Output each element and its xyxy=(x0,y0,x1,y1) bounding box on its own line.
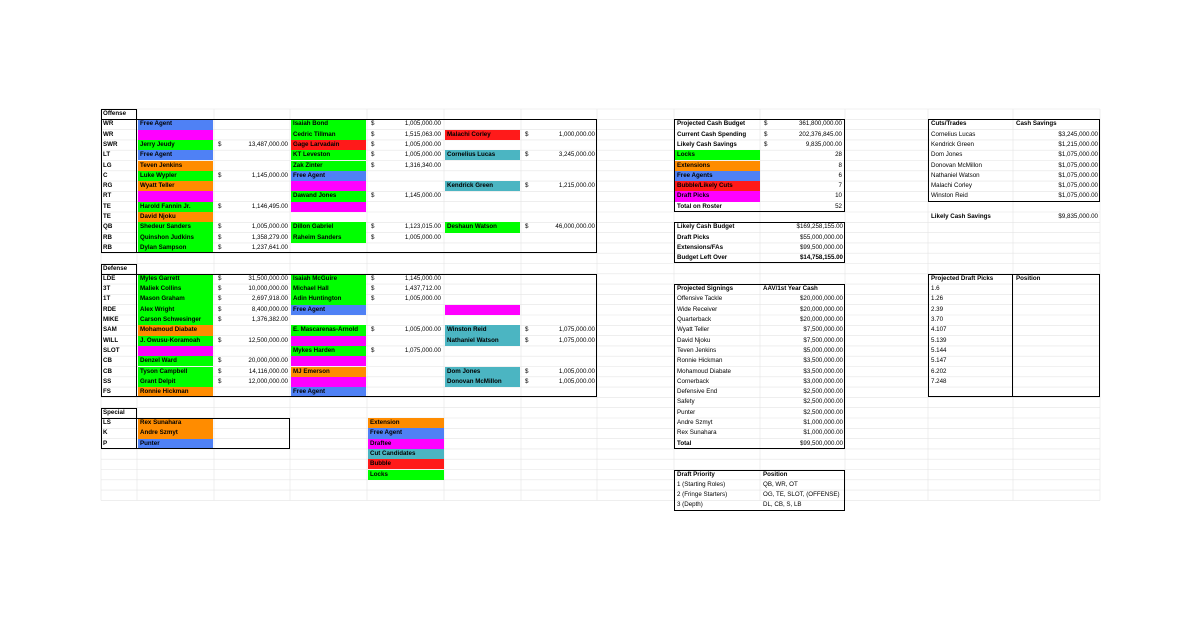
budget-label[interactable]: Projected Cash Budget xyxy=(677,120,746,128)
player-name-cell[interactable]: Dawand Jones xyxy=(291,191,366,201)
position-label[interactable]: WR xyxy=(103,120,114,128)
signing-label[interactable]: Teven Jenkins xyxy=(677,346,717,354)
picks-divider xyxy=(928,274,1013,398)
player-name-cell[interactable]: Kendrick Green xyxy=(445,181,520,191)
salary-cell[interactable]: 1,075,000.00 xyxy=(558,326,595,334)
cut-player[interactable]: Cornelius Lucas xyxy=(931,130,976,138)
player-name-cell[interactable]: Myles Garrett xyxy=(138,274,213,284)
offense-position-border xyxy=(101,109,137,253)
player-name-cell[interactable]: Mohamoud Diabate xyxy=(138,325,213,335)
signing-value[interactable]: $2,500,000.00 xyxy=(803,388,843,396)
budget-value[interactable]: 361,800,000.00 xyxy=(798,120,842,128)
draft-priority-border xyxy=(674,470,845,511)
salary-cell[interactable]: 1,145,000.00 xyxy=(404,274,441,282)
picks-header[interactable]: Projected Draft Picks xyxy=(931,274,994,282)
salary-cell[interactable]: 3,245,000.00 xyxy=(558,151,595,159)
draft-pick[interactable]: 7.248 xyxy=(931,377,947,385)
likely-budget-value[interactable]: $99,500,000.00 xyxy=(799,243,843,251)
budget-label[interactable]: Locks xyxy=(675,150,760,160)
player-name-cell[interactable]: Teven Jenkins xyxy=(138,161,213,171)
dollar-sign[interactable]: $ xyxy=(218,243,222,251)
player-name-cell[interactable]: Maliek Collins xyxy=(138,284,213,294)
dollar-sign[interactable]: $ xyxy=(525,182,529,190)
cut-savings[interactable]: $1,075,000.00 xyxy=(1058,182,1098,190)
signing-value[interactable]: $20,000,000.00 xyxy=(799,295,843,303)
likely-savings-value[interactable]: $9,835,000.00 xyxy=(1058,213,1098,220)
draft-priority-tier[interactable]: 3 (Depth) xyxy=(677,501,703,509)
budget-label[interactable]: Draft Picks xyxy=(675,191,760,201)
salary-cell[interactable]: 1,316,340.00 xyxy=(404,161,441,169)
player-name-cell[interactable]: Dylan Sampson xyxy=(138,243,213,253)
player-name-cell[interactable]: Malachi Corley xyxy=(445,130,520,140)
dollar-sign[interactable]: $ xyxy=(371,295,375,303)
likely-budget-label[interactable]: Draft Picks xyxy=(677,233,710,241)
signing-value[interactable]: $20,000,000.00 xyxy=(799,316,843,323)
budget-label[interactable]: Free Agents xyxy=(675,171,760,181)
salary-cell[interactable]: 2,697,918.00 xyxy=(251,295,288,303)
likely-budget-value[interactable]: $169,258,155.00 xyxy=(796,223,843,231)
position-label[interactable]: LDE xyxy=(103,274,116,282)
likely-savings-label[interactable]: Likely Cash Savings xyxy=(931,213,991,220)
cuts-table-border xyxy=(928,119,1100,201)
salary-cell[interactable]: 1,005,000.00 xyxy=(251,223,288,231)
position-label[interactable]: 1T xyxy=(103,295,111,303)
position-label[interactable]: SLOT xyxy=(103,346,120,354)
budget-value[interactable]: 6 xyxy=(838,171,842,179)
draft-priority-positions[interactable]: DL, CB, S, LB xyxy=(763,501,802,509)
player-name-cell[interactable]: KT Leveston xyxy=(291,150,366,160)
player-name-cell[interactable]: Mason Graham xyxy=(138,294,213,304)
player-name-cell[interactable]: Deshaun Watson xyxy=(445,222,520,232)
dollar-sign[interactable]: $ xyxy=(218,295,222,303)
cut-savings[interactable]: $3,245,000.00 xyxy=(1058,130,1098,138)
position-label[interactable]: RG xyxy=(103,182,113,190)
dollar-sign[interactable]: $ xyxy=(525,326,529,334)
position-label[interactable]: WR xyxy=(103,130,114,138)
budget-value[interactable]: 7 xyxy=(838,182,842,190)
signing-label[interactable]: Wide Receiver xyxy=(677,305,718,313)
dollar-sign[interactable]: $ xyxy=(371,326,375,334)
defense-section-label[interactable]: Defense xyxy=(103,264,128,272)
salary-cell[interactable]: 1,358,279.00 xyxy=(251,233,288,241)
salary-cell[interactable]: 13,487,000.00 xyxy=(248,140,288,148)
signing-value[interactable]: $2,500,000.00 xyxy=(803,408,843,416)
cuts-header-value[interactable]: Cash Savings xyxy=(1016,120,1057,128)
player-name-cell[interactable]: Adin Huntington xyxy=(291,294,366,304)
salary-cell[interactable]: 1,145,000.00 xyxy=(251,171,288,179)
dollar-sign[interactable]: $ xyxy=(218,305,222,313)
salary-cell[interactable]: 8,400,000.00 xyxy=(251,305,288,313)
player-name-cell[interactable]: David Njoku xyxy=(138,212,213,222)
draft-pick[interactable]: 1.6 xyxy=(931,285,940,293)
position-label[interactable]: RT xyxy=(103,192,112,200)
dollar-sign[interactable]: $ xyxy=(371,274,375,282)
cut-savings[interactable]: $1,075,000.00 xyxy=(1058,161,1098,169)
dollar-sign[interactable]: $ xyxy=(525,336,529,344)
player-name-cell[interactable]: Isaiah Bond xyxy=(291,119,366,129)
player-name-cell[interactable]: Andre Szmyt xyxy=(138,428,213,438)
player-name-cell[interactable]: Donovan McMillon xyxy=(445,377,520,387)
signing-label[interactable]: Wyatt Teller xyxy=(677,326,710,334)
cut-player[interactable]: Donovan McMillon xyxy=(931,161,982,169)
salary-cell[interactable]: 1,145,000.00 xyxy=(404,192,441,200)
player-name-cell[interactable]: E. Mascarenas-Arnold xyxy=(291,325,366,335)
signing-value[interactable]: $5,000,000.00 xyxy=(803,346,843,354)
signings-header-position[interactable]: Projected Signings xyxy=(677,285,734,293)
player-name-cell[interactable]: Dillon Gabriel xyxy=(291,222,366,232)
player-name-cell[interactable]: Carson Schwesinger xyxy=(138,315,213,325)
dollar-sign[interactable]: $ xyxy=(525,151,529,159)
salary-cell[interactable]: 1,005,000.00 xyxy=(404,140,441,148)
signing-value[interactable]: $7,500,000.00 xyxy=(803,336,843,344)
player-name-cell[interactable]: Nathaniel Watson xyxy=(445,336,520,346)
position-label[interactable]: 3T xyxy=(103,285,111,293)
likely-budget-value[interactable]: $14,758,155.00 xyxy=(799,254,843,262)
draft-pick[interactable]: 1.26 xyxy=(931,295,944,303)
budget-value[interactable]: 202,376,845.00 xyxy=(798,130,842,138)
player-name-cell[interactable]: Wyatt Teller xyxy=(138,181,213,191)
player-name-cell[interactable]: J. Owusu-Koramoah xyxy=(138,336,213,346)
signing-label[interactable]: Quarterback xyxy=(677,316,712,323)
likely-budget-label[interactable]: Likely Cash Budget xyxy=(677,223,735,231)
salary-cell[interactable]: 1,075,000.00 xyxy=(558,336,595,344)
special-section-label[interactable]: Special xyxy=(103,408,125,416)
player-name-cell[interactable]: Winston Reid xyxy=(445,325,520,335)
dollar-sign[interactable]: $ xyxy=(218,357,222,365)
draft-priority-positions[interactable]: OG, TE, SLOT, (OFFENSE) xyxy=(763,491,840,499)
signing-label[interactable]: Total xyxy=(677,439,692,447)
special-position-border xyxy=(101,408,137,449)
position-label[interactable]: WILL xyxy=(103,336,119,344)
draft-priority-header[interactable]: Draft Priority xyxy=(677,470,715,478)
budget-dollar[interactable]: $ xyxy=(764,140,768,148)
player-name-cell[interactable]: Zak Zinter xyxy=(291,161,366,171)
player-name-cell[interactable]: Rex Sunahara xyxy=(138,418,213,428)
signing-value[interactable]: $20,000,000.00 xyxy=(799,305,843,313)
budget-label[interactable]: Extensions xyxy=(675,161,760,171)
draft-pick[interactable]: 3.70 xyxy=(931,316,944,323)
dollar-sign[interactable]: $ xyxy=(218,285,222,293)
legend-item[interactable]: Cut Candidates xyxy=(368,449,444,459)
legend-item[interactable]: Locks xyxy=(368,470,444,480)
signing-value[interactable]: $99,500,000.00 xyxy=(799,439,843,447)
budget-value[interactable]: 9,835,000.00 xyxy=(805,140,842,148)
position-label[interactable]: TE xyxy=(103,202,111,210)
position-label[interactable]: SWR xyxy=(103,140,118,148)
player-name-cell[interactable]: Isaiah McGuire xyxy=(291,274,366,284)
dollar-sign[interactable]: $ xyxy=(218,233,222,241)
dollar-sign[interactable]: $ xyxy=(218,336,222,344)
signing-value[interactable]: $3,500,000.00 xyxy=(803,357,843,365)
player-name-cell[interactable]: Punter xyxy=(138,439,213,449)
salary-cell[interactable]: 1,005,000.00 xyxy=(558,377,595,385)
dollar-sign[interactable]: $ xyxy=(371,233,375,241)
budget-value[interactable]: 28 xyxy=(835,151,842,159)
salary-cell[interactable]: 1,005,000.00 xyxy=(404,233,441,241)
budget-label[interactable]: Current Cash Spending xyxy=(677,130,747,138)
position-label[interactable]: SS xyxy=(103,377,112,385)
player-name-cell[interactable]: Free Agent xyxy=(291,171,366,181)
player-name-cell[interactable]: Michael Hall xyxy=(291,284,366,294)
signing-value[interactable]: $7,500,000.00 xyxy=(803,326,843,334)
signing-value[interactable]: $2,500,000.00 xyxy=(803,398,843,406)
position-label[interactable]: LG xyxy=(103,161,112,169)
player-name-cell[interactable]: Mykes Harden xyxy=(291,346,366,356)
draft-priority-tier[interactable]: 2 (Fringe Starters) xyxy=(677,491,728,499)
signing-label[interactable]: Mohamoud Diabate xyxy=(677,367,732,375)
salary-cell[interactable]: 1,146,495.00 xyxy=(251,202,288,210)
salary-cell[interactable]: 1,437,712.00 xyxy=(404,285,441,293)
likely-budget-label[interactable]: Budget Left Over xyxy=(677,254,728,262)
dollar-sign[interactable]: $ xyxy=(218,140,222,148)
draft-pick[interactable]: 5.139 xyxy=(931,336,947,344)
budget-value[interactable]: 10 xyxy=(835,192,842,200)
offense-table-border xyxy=(101,119,597,253)
salary-cell[interactable]: 1,005,000.00 xyxy=(404,151,441,159)
player-name-cell[interactable]: Alex Wright xyxy=(138,305,213,315)
position-label[interactable]: RB xyxy=(103,233,112,241)
cut-savings[interactable]: $1,075,000.00 xyxy=(1058,192,1098,200)
draft-pick[interactable]: 2.39 xyxy=(931,305,944,313)
signing-value[interactable]: $3,500,000.00 xyxy=(803,367,843,375)
position-label[interactable]: RDE xyxy=(103,305,117,313)
budget-dollar[interactable]: $ xyxy=(764,120,768,128)
salary-cell[interactable]: 31,500,000.00 xyxy=(248,274,288,282)
defense-position-border xyxy=(101,264,137,398)
likely-budget-label[interactable]: Extensions/FAs xyxy=(677,243,724,251)
dollar-sign[interactable]: $ xyxy=(525,367,529,375)
player-name-cell[interactable]: Free Agent xyxy=(291,305,366,315)
position-label[interactable]: C xyxy=(103,171,108,179)
position-label[interactable]: LT xyxy=(103,151,111,159)
signing-label[interactable]: Safety xyxy=(677,398,695,406)
salary-cell[interactable]: 12,500,000.00 xyxy=(248,336,288,344)
budget-table-border xyxy=(674,119,845,212)
position-label[interactable]: CB xyxy=(103,357,112,365)
signing-label[interactable]: Cornerback xyxy=(677,377,709,385)
salary-cell[interactable]: 1,237,641.00 xyxy=(251,243,288,251)
draft-pick[interactable]: 6.202 xyxy=(931,367,947,375)
position-label[interactable]: K xyxy=(103,429,108,437)
player-name-cell[interactable]: Dom Jones xyxy=(445,367,520,377)
cut-savings[interactable]: $1,075,000.00 xyxy=(1058,171,1098,179)
salary-cell[interactable]: 14,116,000.00 xyxy=(248,367,288,375)
dollar-sign[interactable]: $ xyxy=(371,151,375,159)
player-name-cell[interactable]: Grant Delpit xyxy=(138,377,213,387)
picks-position-header[interactable]: Position xyxy=(1016,274,1041,282)
salary-cell[interactable]: 1,123,015.00 xyxy=(404,223,441,231)
position-label[interactable]: CB xyxy=(103,367,112,375)
cut-savings[interactable]: $1,075,000.00 xyxy=(1058,151,1098,159)
cut-player[interactable]: Dom Jones xyxy=(931,151,963,159)
dollar-sign[interactable]: $ xyxy=(371,285,375,293)
player-name-cell[interactable]: Gage Larvadain xyxy=(291,140,366,150)
dollar-sign[interactable]: $ xyxy=(218,367,222,375)
salary-cell[interactable]: 1,000,000.00 xyxy=(558,130,595,138)
position-label[interactable]: RB xyxy=(103,243,112,251)
legend-item[interactable]: Extension xyxy=(368,418,444,428)
cut-player[interactable]: Malachi Corley xyxy=(931,182,972,190)
cut-savings[interactable]: $1,215,000.00 xyxy=(1058,140,1098,148)
draft-position-header[interactable]: Position xyxy=(763,470,788,478)
dollar-sign[interactable]: $ xyxy=(218,223,222,231)
salary-cell[interactable]: 1,376,382.00 xyxy=(251,316,288,323)
position-label[interactable]: QB xyxy=(103,223,113,231)
position-label[interactable]: TE xyxy=(103,213,111,220)
player-name-cell[interactable]: MJ Emerson xyxy=(291,367,366,377)
signing-value[interactable]: $1,000,000.00 xyxy=(803,419,843,426)
dollar-sign[interactable]: $ xyxy=(371,161,375,169)
player-name-cell[interactable]: Raheim Sanders xyxy=(291,233,366,243)
player-name-cell[interactable]: Free Agent xyxy=(138,150,213,160)
player-name-cell[interactable]: Harold Fannin Jr. xyxy=(138,202,213,212)
likely-budget-value[interactable]: $55,000,000.00 xyxy=(799,233,843,241)
player-name-cell[interactable]: Shedeur Sanders xyxy=(138,222,213,232)
salary-cell[interactable]: 10,000,000.00 xyxy=(248,285,288,293)
dollar-sign[interactable]: $ xyxy=(371,120,375,128)
position-label[interactable]: MIKE xyxy=(103,316,119,323)
signing-label[interactable]: Andre Szmyt xyxy=(677,419,713,426)
budget-value[interactable]: 8 xyxy=(838,161,842,169)
likely-budget-border xyxy=(674,222,845,263)
salary-cell[interactable]: 12,000,000.00 xyxy=(248,377,288,385)
salary-cell[interactable]: 1,005,000.00 xyxy=(404,326,441,334)
draft-priority-tier[interactable]: 1 (Starting Roles) xyxy=(677,480,726,488)
cuts-header-name[interactable]: Cuts/Trades xyxy=(931,120,967,128)
signing-label[interactable]: Punter xyxy=(677,408,696,416)
salary-cell[interactable]: 1,215,000.00 xyxy=(558,182,595,190)
budget-dollar[interactable]: $ xyxy=(764,130,768,138)
player-name-cell[interactable]: Free Agent xyxy=(291,387,366,397)
cut-player[interactable]: Kendrick Green xyxy=(931,140,974,148)
position-label[interactable]: P xyxy=(103,439,108,447)
dollar-sign[interactable]: $ xyxy=(371,346,375,354)
player-name-cell[interactable]: Jerry Jeudy xyxy=(138,140,213,150)
dollar-sign[interactable]: $ xyxy=(371,140,375,148)
signing-label[interactable]: Offensive Tackle xyxy=(677,295,723,303)
legend-item[interactable]: Bubble xyxy=(368,459,444,469)
dollar-sign[interactable]: $ xyxy=(371,130,375,138)
dollar-sign[interactable]: $ xyxy=(525,223,529,231)
player-name-cell[interactable]: Quinshon Judkins xyxy=(138,233,213,243)
signing-label[interactable]: Rex Sunahara xyxy=(677,429,717,437)
player-name-cell[interactable]: Free Agent xyxy=(138,119,213,129)
player-name-cell[interactable]: Cedric Tillman xyxy=(291,130,366,140)
salary-cell[interactable]: 20,000,000.00 xyxy=(248,357,288,365)
legend-item[interactable]: Draftee xyxy=(368,439,444,449)
signings-header-value[interactable]: AAV/1st Year Cash xyxy=(763,285,818,293)
dollar-sign[interactable]: $ xyxy=(218,274,222,282)
player-name-cell[interactable]: Denzel Ward xyxy=(138,356,213,366)
player-name-cell[interactable]: Cornelius Lucas xyxy=(445,150,520,160)
legend-item[interactable]: Free Agent xyxy=(368,428,444,438)
dollar-sign[interactable]: $ xyxy=(218,171,222,179)
player-name-cell[interactable]: Ronnie Hickman xyxy=(138,387,213,397)
defense-table-border xyxy=(101,274,597,398)
draft-priority-positions[interactable]: QB, WR, OT xyxy=(763,480,798,488)
budget-label[interactable]: Bubble/Likely Cuts xyxy=(675,181,760,191)
salary-cell[interactable]: 46,000,000.00 xyxy=(555,223,595,231)
position-label[interactable]: LS xyxy=(103,419,111,426)
dollar-sign[interactable]: $ xyxy=(218,202,222,210)
player-name-cell[interactable]: Luke Wypler xyxy=(138,171,213,181)
signing-label[interactable]: Ronnie Hickman xyxy=(677,357,723,365)
draft-pick[interactable]: 5.147 xyxy=(931,357,947,365)
draft-pick[interactable]: 5.144 xyxy=(931,346,947,354)
salary-cell[interactable]: 1,005,000.00 xyxy=(404,120,441,128)
signing-value[interactable]: $3,000,000.00 xyxy=(803,377,843,385)
dollar-sign[interactable]: $ xyxy=(218,377,222,385)
dollar-sign[interactable]: $ xyxy=(525,377,529,385)
dollar-sign[interactable]: $ xyxy=(371,223,375,231)
cut-player[interactable]: Winston Reid xyxy=(931,192,968,200)
budget-label[interactable]: Likely Cash Savings xyxy=(677,140,737,148)
offense-section-label[interactable]: Offense xyxy=(103,110,127,117)
budget-label[interactable]: Total on Roster xyxy=(677,202,722,210)
position-label[interactable]: FS xyxy=(103,388,111,396)
position-label[interactable]: SAM xyxy=(103,326,117,334)
signings-table-border xyxy=(674,284,845,449)
dollar-sign[interactable]: $ xyxy=(218,316,222,323)
dollar-sign[interactable]: $ xyxy=(525,130,529,138)
salary-cell[interactable]: 1,005,000.00 xyxy=(558,367,595,375)
signing-label[interactable]: Defensive End xyxy=(677,388,718,396)
dollar-sign[interactable]: $ xyxy=(371,192,375,200)
salary-cell[interactable]: 1,005,000.00 xyxy=(404,295,441,303)
draft-pick[interactable]: 4.107 xyxy=(931,326,947,334)
cut-player[interactable]: Nathaniel Watson xyxy=(931,171,980,179)
budget-value[interactable]: 52 xyxy=(835,202,842,210)
signing-value[interactable]: $1,000,000.00 xyxy=(803,429,843,437)
salary-cell[interactable]: 1,515,063.00 xyxy=(404,130,441,138)
signing-label[interactable]: David Njoku xyxy=(677,336,711,344)
player-name-cell[interactable]: Tyson Campbell xyxy=(138,367,213,377)
salary-cell[interactable]: 1,075,000.00 xyxy=(404,346,441,354)
